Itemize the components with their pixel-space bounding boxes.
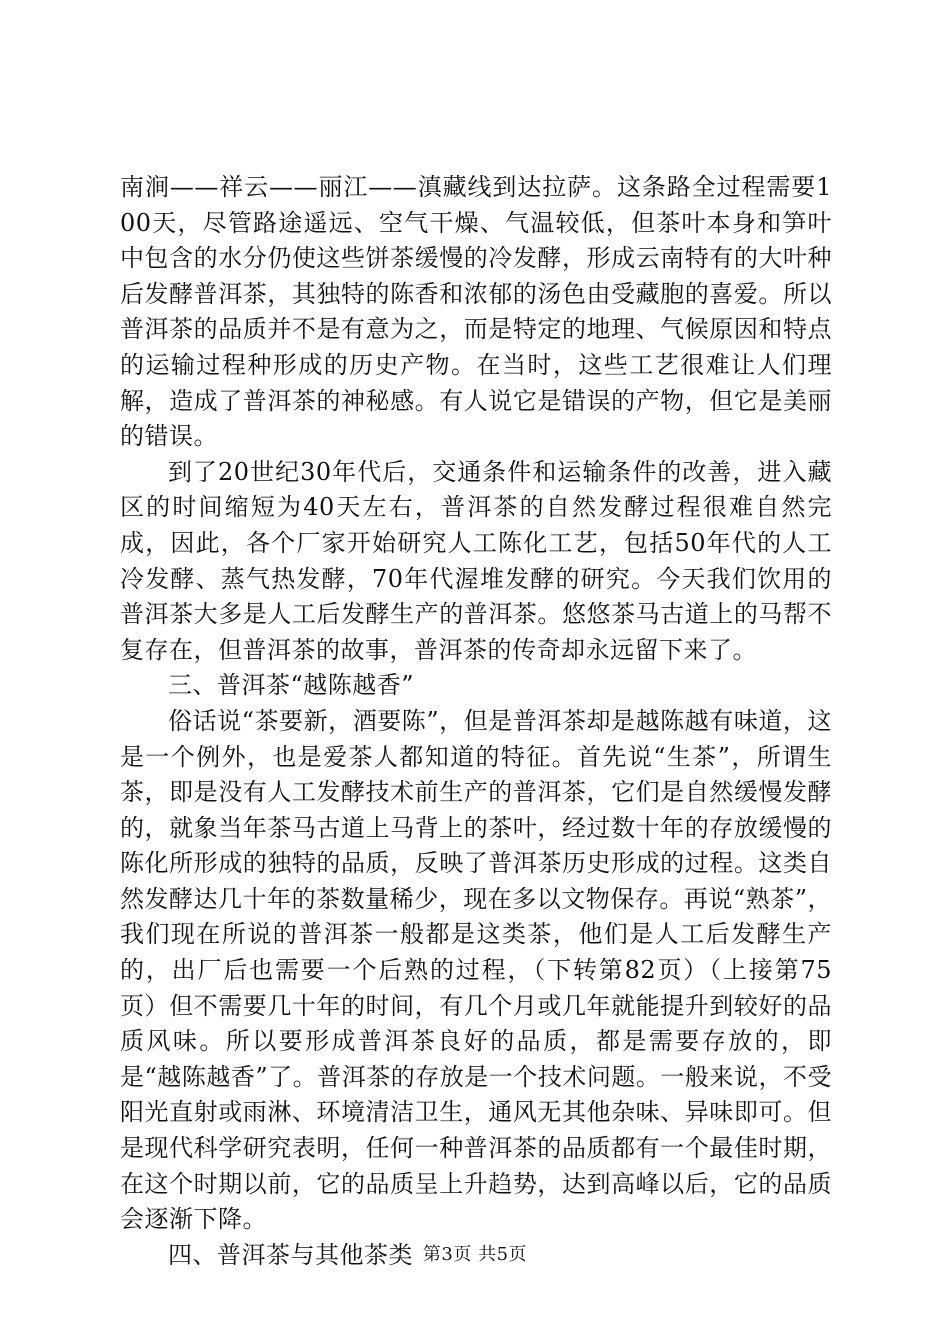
page-footer: 第3页 共5页 [422, 1244, 528, 1265]
document-body [120, 170, 832, 1273]
paragraph-history: 到了20世纪30年代后，交通条件和运输条件的改善，进入藏区的时间缩短为40天左右，普洱茶的自然发酵过程很难自然完成，因此，各个厂家开始研究人工陈化工艺，包括50年代的人工冷发酵、蒸气热发酵，70年代渥堆发酵的研究。今天我们饮用的普洱茶大多是人工后发酵生产的普洱茶。悠悠茶马古道上的马帮不复存在，但普洱茶的故事，普洱茶的传奇却永远留下来了。 [120, 457, 832, 664]
paragraph-aging: 俗话说“茶要新，酒要陈”，但是普洱茶却是越陈越有味道，这是一个例外，也是爱茶人都知道的特征。首先说“生茶”，所谓生茶，即是没有人工发酵技术前生产的普洱茶，它们是自然缓慢发酵的，就象当年茶马古道上马背上的茶叶，经过数十年的存放缓慢的陈化所形成的独特的品质，反映了普洱茶历史形成的过程。这类自然发酵达几十年的茶数量稀少，现在多以文物保存。再说“熟茶”，我们现在所说的普洱茶一般都是这类茶，他们是人工后发酵生产的，出厂后也需要一个后熟的过程，（下转第82页）（上接第75页）但不需要几十年的时间，有几个月或几年就能提升到较好的品质风味。所以要形成普洱茶良好的品质，都是需要存放的，即是“越陈越香”了。普洱茶的存放是一个技术问题。一般来说，不受阳光直射或雨淋、环境清洁卫生，通风无其他杂味、异味即可。但是现代科学研究表明，任何一种普洱茶的品质都有一个最佳时期，在这个时期以前，它的品质呈上升趋势，达到高峰以后，它的品质会逐渐下降。 [120, 706, 832, 1234]
paragraph-continuation: 南涧——祥云——丽江——滇藏线到达拉萨。这条路全过程需要100天，尽管路途遥远、空气干燥、气温较低，但茶叶本身和笋叶中包含的水分仍使这些饼茶缓慢的冷发酵，形成云南特有的大叶种后发酵普洱茶，其独特的陈香和浓郁的汤色由受藏胞的喜爱。所以普洱茶的品质并不是有意为之，而是特定的地理、气候原因和特点的运输过程种形成的历史产物。在当时，这些工艺很难让人们理解，造成了普洱茶的神秘感。有人说它是错误的产物，但它是美丽的错误。 [120, 173, 832, 451]
section-heading-4: 四、普洱茶与其他茶类 [168, 1240, 413, 1269]
section-heading-3: 三、普洱茶“越陈越香” [168, 671, 415, 700]
